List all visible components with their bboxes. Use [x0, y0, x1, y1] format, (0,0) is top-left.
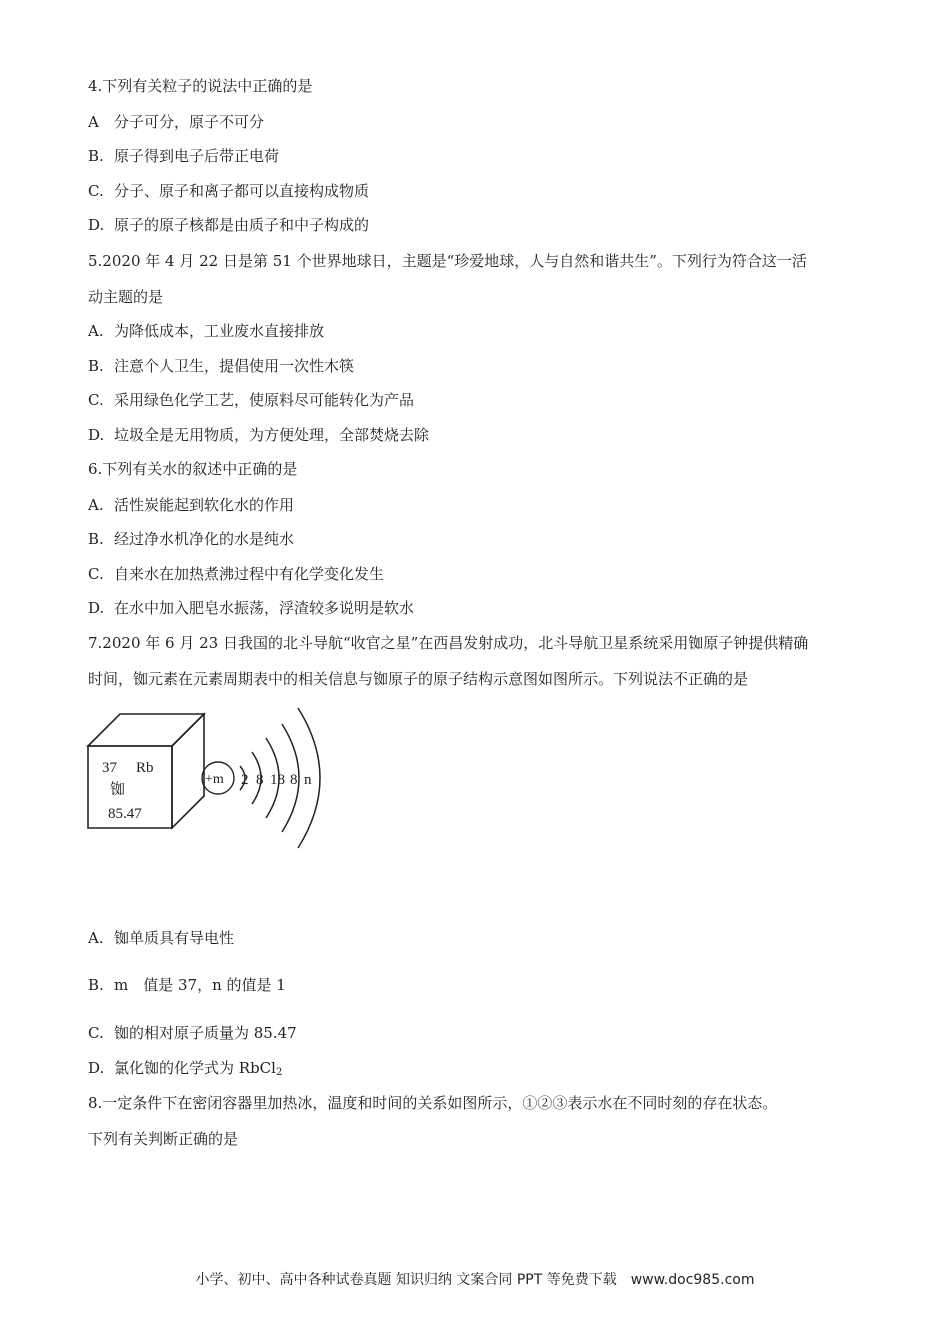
- shell-5-electrons: n: [304, 772, 312, 788]
- q5-stem-line1: 5.2020 年 4 月 22 日是第 51 个世界地球日，主题是“珍爱地球，人与自然和谐共生”。下列行为符合这一活: [88, 252, 807, 270]
- q4-option-b: [88, 146, 279, 166]
- option-label: A: [88, 113, 99, 131]
- page-footer: 小学、初中、高中各种试卷真题 知识归纳 文案合同 PPT 等免费下载 www.doc985.com: [195, 1272, 755, 1288]
- option-text: 原子得到电子后带正电荷: [114, 147, 280, 165]
- option-label: B.: [88, 530, 104, 548]
- q5-stem-line2: 动主题的是: [88, 288, 164, 306]
- q4-option-d: [88, 215, 369, 235]
- option-label: D.: [88, 1059, 105, 1077]
- atomic-number: 37: [102, 760, 117, 776]
- q8-stem-line1: 8.一定条件下在密闭容器里加热冰，温度和时间的关系如图所示，①②③表示水在不同时刻的存在状态。: [88, 1094, 778, 1112]
- option-text: 注意个人卫生，提倡使用一次性木筷: [114, 357, 355, 375]
- q7-option-d: [88, 1058, 282, 1083]
- q6-option-b: [88, 529, 294, 549]
- option-text: 在水中加入肥皂水振荡，浮渣较多说明是软水: [114, 599, 415, 617]
- q7-option-b: [88, 975, 286, 995]
- q5-option-a: [88, 321, 324, 341]
- option-text: 为降低成本，工业废水直接排放: [114, 322, 325, 340]
- q6-stem: 6.下列有关水的叙述中正确的是: [88, 460, 298, 478]
- option-text: 经过净水机净化的水是纯水: [114, 530, 295, 548]
- option-text: 活性炭能起到软化水的作用: [114, 496, 295, 514]
- option-text: 垃圾全是无用物质，为方便处理，全部焚烧去除: [114, 426, 430, 444]
- option-text: 铷单质具有导电性: [114, 929, 235, 947]
- q8-stem-line2: 下列有关判断正确的是: [88, 1130, 239, 1148]
- q6-option-c: [88, 564, 384, 584]
- shell-2-electrons: 8: [256, 772, 264, 788]
- q7-stem-line2: 时间，铷元素在元素周期表中的相关信息与铷原子的原子结构示意图如图所示。下列说法不正确的是: [88, 670, 749, 688]
- q6-option-a: [88, 495, 294, 515]
- option-label: C.: [88, 391, 104, 409]
- option-label: D.: [88, 216, 105, 234]
- option-label: B.: [88, 976, 104, 994]
- option-text: 分子可分，原子不可分: [114, 113, 265, 131]
- q5-option-c: [88, 390, 414, 410]
- q7-option-c: [88, 1023, 297, 1043]
- option-text: 分子、原子和离子都可以直接构成物质: [114, 182, 370, 200]
- element-symbol: Rb: [136, 760, 154, 776]
- option-label: C.: [88, 182, 104, 200]
- option-label: D.: [88, 426, 105, 444]
- q5-option-b: [88, 356, 354, 376]
- option-label: B.: [88, 147, 104, 165]
- option-label: A.: [88, 322, 104, 340]
- option-text: 原子的原子核都是由质子和中子构成的: [114, 216, 370, 234]
- shell-1-electrons: 2: [241, 772, 249, 788]
- option-label: A.: [88, 929, 104, 947]
- q6-option-d: [88, 598, 414, 618]
- q7-stem-line1: 7.2020 年 6 月 23 日我国的北斗导航“收官之星”在西昌发射成功，北斗导航卫星系统采用铷原子钟提供精确: [88, 634, 809, 652]
- option-label: A.: [88, 496, 104, 514]
- q4-stem: 4.下列有关粒子的说法中正确的是: [88, 77, 313, 95]
- subscript: 2: [275, 1067, 283, 1078]
- option-text: 采用绿色化学工艺，使原料尽可能转化为产品: [114, 391, 415, 409]
- option-label: C.: [88, 1024, 104, 1042]
- option-label: B.: [88, 357, 104, 375]
- q5-option-d: [88, 425, 429, 445]
- q4-option-a: [88, 112, 264, 132]
- nucleus-charge: +m: [205, 772, 224, 787]
- q7-option-a: [88, 928, 234, 948]
- rubidium-figure: [80, 700, 340, 850]
- element-name: 铷: [110, 780, 126, 798]
- shell-3-electrons: 18: [270, 772, 285, 788]
- option-text: m 值是 37，n 的值是 1: [114, 976, 286, 994]
- atomic-mass: 85.47: [108, 806, 142, 822]
- option-label: C.: [88, 565, 104, 583]
- q4-option-c: [88, 181, 369, 201]
- option-label: D.: [88, 599, 105, 617]
- option-text: 氯化铷的化学式为 RbCl: [114, 1059, 276, 1077]
- option-text: 自来水在加热煮沸过程中有化学变化发生: [114, 565, 385, 583]
- shell-4-electrons: 8: [290, 772, 298, 788]
- option-text: 铷的相对原子质量为 85.47: [114, 1024, 297, 1042]
